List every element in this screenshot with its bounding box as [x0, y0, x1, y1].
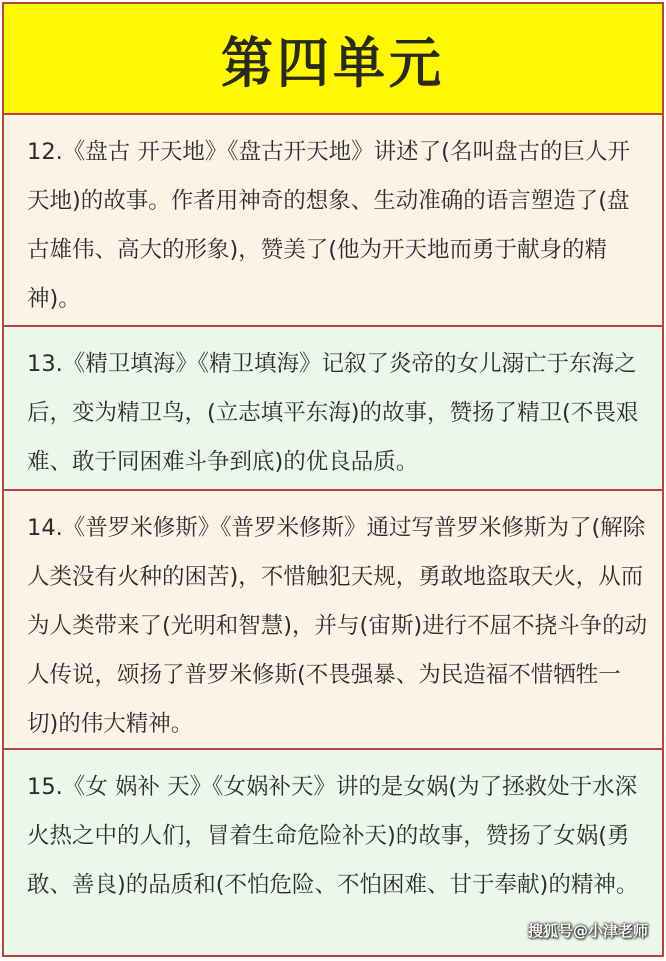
section-13	[4, 327, 662, 491]
source-watermark	[528, 920, 648, 941]
section-13-text: 13.《精卫填海》《精卫填海》记叙了炎帝的女儿溺亡于东海之后，变为精卫鸟，(立志填平东海)的故事，赞扬了精卫(不畏艰难、敢于同困难斗争到底)的优良品质。	[27, 351, 639, 475]
watermark-text: 搜狐号@小津老师	[527, 922, 648, 940]
section-14	[4, 491, 662, 750]
section-15-text: 15.《女 娲补 天》《女娲补天》讲的是女娲(为了拯救处于水深火热之中的人们，冒着生命危险补天)的故事，赞扬了女娲(勇敢、善良)的品质和(不怕危险、不怕困难、甘于奉献)的精神。	[27, 774, 639, 898]
section-14-text: 14.《普罗米修斯》《普罗米修斯》通过写普罗米修斯为了(解除人类没有火种的困苦)，不惜触犯天规，勇敢地盗取天火，从而为人类带来了(光明和智慧)，并与(宙斯)进行不屈不挠斗争的动人传说，颂扬了普罗米修斯(不畏强暴、为民造福不惜牺牲一切)的伟大精神。	[27, 515, 648, 737]
section-12	[4, 115, 662, 327]
unit-title: 第四单元	[220, 32, 445, 96]
section-12-text: 12.《盘古 开天地》《盘古开天地》讲述了(名叫盘古的巨人开天地)的故事。作者用神奇的想象、生动准确的语言塑造了(盘古雄伟、高大的形象)，赞美了(他为开天地而勇于献身的精神)。	[27, 139, 630, 312]
unit-title-banner	[4, 4, 662, 115]
document-page	[2, 2, 664, 957]
